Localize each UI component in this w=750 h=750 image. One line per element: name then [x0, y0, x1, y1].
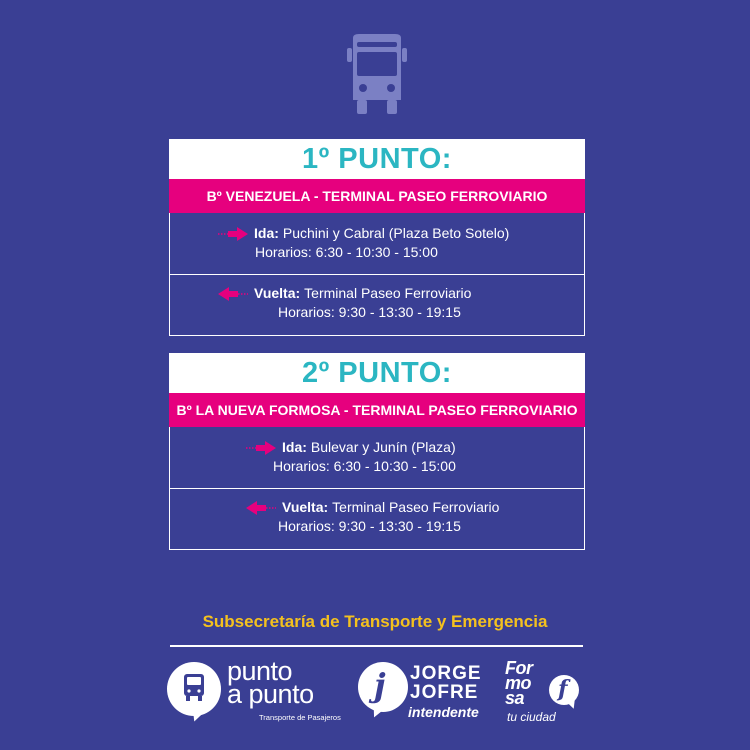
arrow-right-icon [246, 440, 276, 456]
jorge-jofre-logo [358, 660, 493, 724]
f-monogram-icon: f [558, 676, 568, 702]
point-2-route: Bº LA NUEVA FORMOSA - TERMINAL PASEO FERROVIARIO [169, 393, 585, 427]
vuelta-hours: Horarios: 9:30 - 13:30 - 19:15 [278, 304, 461, 320]
jorge-jofre-line2: JOFRE [410, 682, 479, 703]
punto-a-punto-line2: a punto [227, 679, 314, 709]
point-2-title: 2º PUNTO: [169, 353, 585, 393]
formosa-tagline: tu ciudad [507, 710, 556, 724]
ida-place: Bulevar y Junín (Plaza) [310, 439, 456, 455]
formosa-line1: For [505, 658, 533, 678]
point-2-card [169, 353, 585, 550]
point-2-ida-row [170, 427, 584, 488]
point-1-schedule [169, 213, 585, 336]
jorge-jofre-line1: JORGE [410, 663, 482, 684]
arrow-right-icon [218, 226, 248, 242]
formosa-line2: mo [505, 673, 531, 693]
subsecretaria-title: Subsecretaría de Transporte y Emergencia [202, 612, 548, 631]
formosa-line3: sa [505, 688, 525, 708]
ida-hours: Horarios: 6:30 - 10:30 - 15:00 [273, 458, 456, 474]
point-1-route: Bº VENEZUELA - TERMINAL PASEO FERROVIARIO [169, 179, 585, 213]
footer-divider [170, 645, 583, 647]
vuelta-hours: Horarios: 9:30 - 13:30 - 19:15 [278, 518, 461, 534]
vuelta-label: Vuelta: [254, 285, 301, 301]
punto-a-punto-logo [167, 656, 372, 724]
arrow-left-icon [218, 286, 248, 302]
point-1-vuelta-row [170, 274, 584, 335]
vuelta-place: Terminal Paseo Ferroviario [332, 499, 500, 515]
formosa-logo [505, 658, 585, 725]
ida-hours: Horarios: 6:30 - 10:30 - 15:00 [255, 244, 438, 260]
ida-label: Ida: [254, 225, 279, 241]
point-1-ida-row [170, 213, 584, 274]
bus-icon [343, 34, 411, 118]
arrow-left-icon [246, 500, 276, 516]
point-1-title: 1º PUNTO: [169, 139, 585, 179]
jorge-jofre-role: intendente [408, 704, 479, 720]
punto-a-punto-tagline: Transporte de Pasajeros [259, 713, 341, 722]
ida-label: Ida: [282, 439, 307, 455]
point-2-schedule [169, 427, 585, 550]
point-1-card [169, 139, 585, 336]
bus-icon [181, 674, 207, 702]
ida-place: Puchini y Cabral (Plaza Beto Sotelo) [282, 225, 510, 241]
point-2-vuelta-row [170, 488, 584, 549]
j-monogram-icon: j [374, 666, 386, 704]
punto-a-punto-line1: punto [227, 656, 293, 686]
vuelta-place: Terminal Paseo Ferroviario [304, 285, 472, 301]
vuelta-label: Vuelta: [282, 499, 329, 515]
